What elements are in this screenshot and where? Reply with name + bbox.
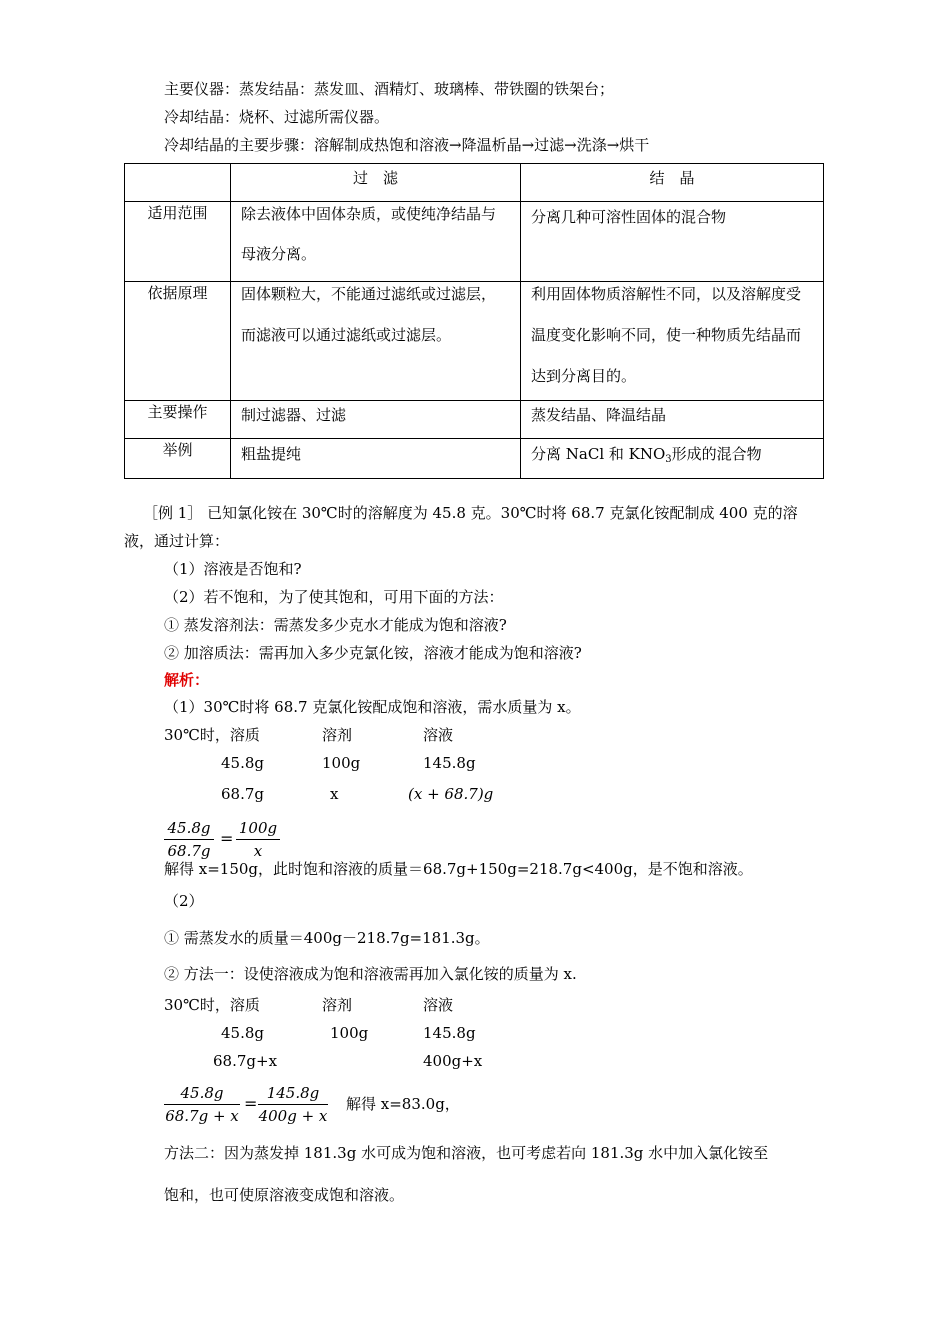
- row-label: 主要操作: [125, 401, 231, 439]
- equals-sign: =: [244, 1094, 258, 1113]
- crystal-cell: 蒸发结晶、降温结晶: [521, 401, 824, 439]
- table1-cell: 100g: [322, 754, 361, 772]
- filter-cell: 制过滤器、过滤: [231, 401, 521, 439]
- analysis-part-2b: ② 方法一：设使溶液成为饱和溶液需再加入氯化铵的质量为 x.: [164, 965, 577, 983]
- table1-header-solute: 30℃时，溶质: [164, 726, 260, 744]
- table-header-filter: 过 滤: [231, 164, 521, 202]
- table2-cell: 45.8g: [221, 1024, 265, 1042]
- fraction-right: 145.8g 400g + x: [258, 1084, 328, 1125]
- table2-header-solution: 溶液: [423, 996, 454, 1014]
- row-label: 依据原理: [125, 282, 231, 401]
- analysis-part-2a: ① 需蒸发水的质量＝400g－218.7g=181.3g。: [164, 929, 490, 947]
- table2-cell: 400g+x: [423, 1052, 483, 1070]
- result-1: 解得 x=150g，此时饱和溶液的质量＝68.7g+150g=218.7g<400g，是不饱和溶液。: [164, 860, 753, 878]
- table2-cell: 68.7g+x: [213, 1052, 278, 1070]
- analysis-part-1: （1）30℃时将 68.7 克氯化铵配成饱和溶液，需水质量为 x。: [164, 698, 581, 716]
- question-2a: ① 蒸发溶剂法：需蒸发多少克水才能成为饱和溶液?: [164, 616, 507, 634]
- question-1: （1）溶液是否饱和?: [164, 560, 302, 578]
- question-2b: ② 加溶质法：需再加入多少克氯化铵，溶液才能成为饱和溶液?: [164, 644, 582, 662]
- method-2-line-1: 方法二：因为蒸发掉 181.3g 水可成为饱和溶液，也可考虑若向 181.3g 水中加入氯化铵至: [164, 1144, 769, 1162]
- table1-cell: 45.8g: [221, 754, 265, 772]
- filter-cell: 固体颗粒大，不能通过滤纸或过滤层，而滤液可以通过滤纸或过滤层。: [231, 282, 521, 401]
- table-row: [125, 439, 824, 479]
- filter-cell: 除去液体中固体杂质，或使纯净结晶与母液分离。: [231, 202, 521, 282]
- crystal-cell: 分离几种可溶性固体的混合物: [521, 202, 824, 282]
- filter-cell: 粗盐提纯: [231, 439, 521, 479]
- equals-sign: =: [220, 829, 234, 848]
- crystal-cell: 利用固体物质溶解性不同，以及溶解度受温度变化影响不同，使一种物质先结晶而达到分离目的。: [521, 282, 824, 401]
- analysis-label: 解析：: [164, 671, 210, 689]
- result-2: 解得 x=83.0g，: [346, 1095, 460, 1113]
- table1-cell: x: [330, 785, 339, 803]
- table2-cell: 100g: [330, 1024, 369, 1042]
- fraction-left: 45.8g 68.7g: [164, 818, 214, 861]
- example-title-line-2: 液，通过计算：: [124, 532, 230, 550]
- table1-cell: 68.7g: [221, 785, 265, 803]
- table2-header-solute: 30℃时，溶质: [164, 996, 260, 1014]
- table-row: [125, 401, 824, 439]
- table1-cell: (x + 68.7)g: [408, 785, 494, 803]
- table1-header-solvent: 溶剂: [322, 726, 353, 744]
- fraction-right: 100g x: [236, 818, 280, 861]
- example-title-line-1: ［例 1］ 已知氯化铵在 30℃时的溶解度为 45.8 克。30℃时将 68.7 克氯化铵配制成 400 克的溶: [143, 504, 798, 522]
- table1-cell: 145.8g: [423, 754, 476, 772]
- comparison-table: [124, 163, 824, 479]
- question-2: （2）若不饱和，为了使其饱和，可用下面的方法：: [164, 588, 504, 606]
- table-row: [125, 282, 824, 401]
- analysis-part-2: （2）: [164, 892, 204, 910]
- fraction-left: 45.8g 68.7g + x: [165, 1084, 239, 1125]
- table2-header-solvent: 溶剂: [322, 996, 353, 1014]
- intro-line-3: 冷却结晶的主要步骤：溶解制成热饱和溶液→降温析晶→过滤→洗涤→烘干: [164, 136, 650, 154]
- row-label: 举例: [125, 439, 231, 479]
- intro-line-1: 主要仪器：蒸发结晶：蒸发皿、酒精灯、玻璃棒、带铁圈的铁架台；: [164, 80, 615, 98]
- table-row: [125, 202, 824, 282]
- method-2-line-2: 饱和，也可使原溶液变成饱和溶液。: [164, 1186, 405, 1204]
- intro-line-2: 冷却结晶：烧杯、过滤所需仪器。: [164, 108, 390, 126]
- table1-header-solution: 溶液: [423, 726, 454, 744]
- table-header-empty: [125, 164, 231, 202]
- crystal-cell: 分离 NaCl 和 $KNO_3$形成的混合物: [521, 439, 824, 479]
- row-label: 适用范围: [125, 202, 231, 282]
- table-header-crystal: 结 晶: [521, 164, 824, 202]
- table2-cell: 145.8g: [423, 1024, 476, 1042]
